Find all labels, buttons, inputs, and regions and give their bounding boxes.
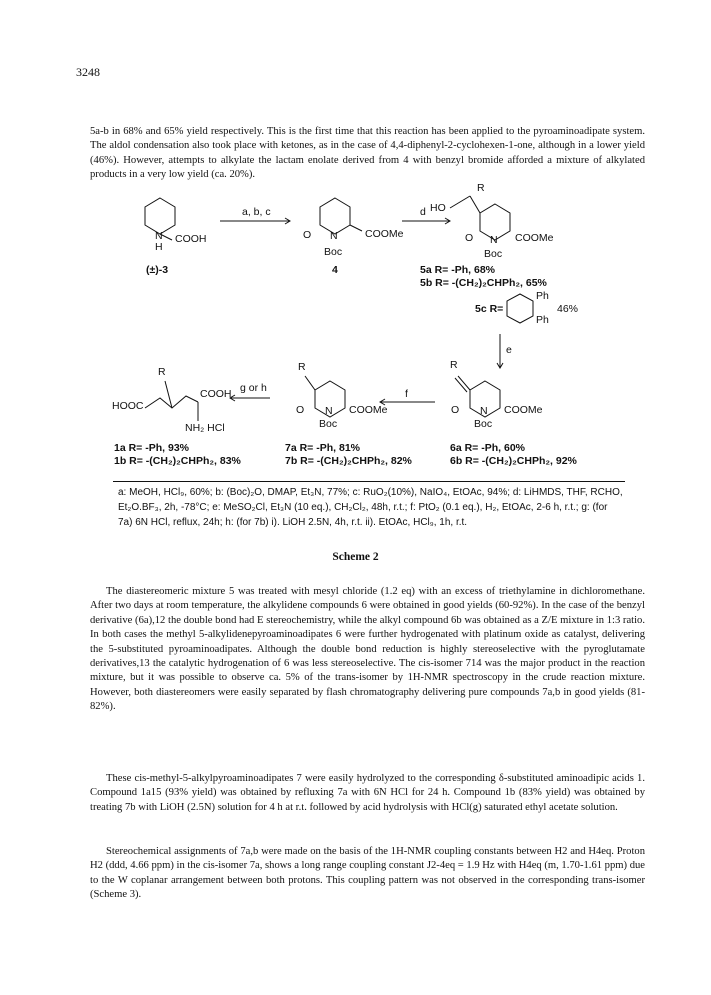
conditions-top-rule <box>113 481 625 482</box>
paragraph-2: The diastereomeric mixture 5 was treated with mesyl chloride (1.2 eq) with an excess of triethylamine in dichloromethane. After two days at room temperature, the alkylidene compounds 6 were obtained in good yields (60-92%). In the case of the benzyl derivative (6a),12 the double bond had E stereochemistry, while the alkyl compound 6b was obtained as a Z/E mixture in 1:3 ratio. In both cases the methyl 5-alkylidenepyroaminoadipates 6 were further hydrogenated with platinum oxide as catalyst, delivering the 5-substituted pyroaminoadipates. Although the double bond reduction is highly stereoselective with the pyroglutamate derivatives,13 the catalytic hydrogenation of 6 was less stereoselective. The cis-isomer 714 was the major product in the reaction mixture, but it was possible to observe ca. 5% of the trans-isomer by 1H-NMR spectroscopy in the crude reaction mixture. However, both diastereomers were easily separated by flash chromatography delivering pure compounds 7a,b in good yields (81-82%). <box>90 586 645 713</box>
atom-o-4: O <box>303 229 312 241</box>
bond-7-r <box>305 376 315 390</box>
atom-hooc-1: HOOC <box>112 400 144 412</box>
compound-6b-label: 6b R= -(CH₂)₂CHPh₂, 92% <box>450 455 577 467</box>
atom-boc-7: Boc <box>319 418 338 430</box>
page-number: 3248 <box>76 65 100 79</box>
atom-n-5: N <box>490 234 498 246</box>
ring-3 <box>145 198 175 234</box>
atom-ph-5c-a: Ph <box>536 290 549 302</box>
atom-ho-5: HO <box>430 202 446 214</box>
atom-r-1: R <box>158 366 166 378</box>
compound-5c-label: 5c R= <box>475 303 504 315</box>
compound-5c-yield: 46% <box>557 303 579 315</box>
compound-6a-label: 6a R= -Ph, 60% <box>450 442 525 454</box>
atom-nh-3: N <box>155 230 163 242</box>
atom-n-6: N <box>480 405 488 417</box>
compound-4-label: 4 <box>332 264 338 276</box>
atom-r-7: R <box>298 361 306 373</box>
atom-coome-7: COOMe <box>349 404 388 416</box>
atom-o-7: O <box>296 404 305 416</box>
atom-nh2hcl-1: NH₂ HCl <box>185 422 225 434</box>
atom-boc-4: Boc <box>324 246 343 258</box>
arrow-label-d: d <box>420 206 426 218</box>
atom-o-6: O <box>451 404 460 416</box>
compound-3-label: (±)-3 <box>146 264 169 276</box>
arrow-label-e: e <box>506 344 512 356</box>
ring-5c <box>507 294 533 323</box>
paragraph-3: These cis-methyl-5-alkylpyroaminoadipates 7 were easily hydrolyzed to the corresponding δ-substituted aminoadipic acids 1. Compound 1a15 (93% yield) was obtained by refluxing 7a with 6N HCl for 24 h. Compound 1b (83% yield) was obtained by treating 7b with LiOH (2.5N) solution for 4 h at r.t. followed by acid hydrolysis with HCl(g) saturated ethyl acetate solution. <box>90 773 645 813</box>
atom-cooh-1: COOH <box>200 388 232 400</box>
atom-coome-4: COOMe <box>365 228 404 240</box>
compound-1a-label: 1a R= -Ph, 93% <box>114 442 189 454</box>
reaction-scheme <box>90 182 650 486</box>
compound-5b-label: 5b R= -(CH₂)₂CHPh₂, 65% <box>420 277 547 289</box>
atom-n-4: N <box>330 230 338 242</box>
arrow-label-gh: g or h <box>240 382 267 394</box>
atom-boc-6: Boc <box>474 418 493 430</box>
bond-1-r <box>165 381 172 408</box>
compound-7a-label: 7a R= -Ph, 81% <box>285 442 360 454</box>
bond-5-oh <box>450 196 470 208</box>
atom-r-5: R <box>477 182 485 194</box>
atom-o-5: O <box>465 232 474 244</box>
atom-n-7: N <box>325 405 333 417</box>
atom-boc-5: Boc <box>484 248 503 260</box>
ring-4 <box>320 198 350 234</box>
atom-coome-5: COOMe <box>515 232 554 244</box>
compound-5a-label: 5a R= -Ph, 68% <box>420 264 495 276</box>
compound-1b-label: 1b R= -(CH₂)₂CHPh₂, 83% <box>114 455 241 467</box>
atom-cooh-3: COOH <box>175 233 207 245</box>
atom-ph-5c-b: Ph <box>536 314 549 326</box>
scheme-title: Scheme 2 <box>332 551 379 563</box>
arrow-label-f: f <box>405 388 408 400</box>
compound-7b-label: 7b R= -(CH₂)₂CHPh₂, 82% <box>285 455 412 467</box>
arrow-label-abc: a, b, c <box>242 206 271 218</box>
paragraph-4: Stereochemical assignments of 7a,b were made on the basis of the 1H-NMR coupling constants between H2 and H4eq. Proton H2 (ddd, 4.66 ppm) in the cis-isomer 7a, shows a long range coupling constant J2-4eq = 1.9 Hz with H4eq (m, 1.70-1.61 ppm) due to the W coplanar arrangement between both protons. This coupling pattern was not observed in the corresponding trans-isomer (Scheme 3). <box>90 846 645 901</box>
intro-paragraph: 5a-b in 68% and 65% yield respectively. This is the first time that this reaction has been applied to the pyroaminoadipate system. The aldol condensation also took place with ketones, as in the case of 4,4-diphenyl-2-cyclohexen-1-one, although in a lower yield (46%). However, attempts to alkylate the lactam enolate derived from 4 with benzyl bromide afforded a mixture of alkylated products in a very low yield (ca. 20%). <box>90 126 645 181</box>
atom-h-3: H <box>155 241 163 253</box>
atom-coome-6: COOMe <box>504 404 543 416</box>
bond-5-side <box>470 196 480 213</box>
bond-4-cooMe <box>350 225 362 231</box>
atom-r-6: R <box>450 359 458 371</box>
reaction-conditions: a: MeOH, HCl₉, 60%; b: (Boc)₂O, DMAP, Et₃N, 77%; c: RuO₂(10%), NaIO₄, EtOAc, 94%; d: LiHMDS, THF, RCHO, Et₂O.BF₃, 2h, -78°C; e: MeSO₂Cl, Et₃N (10 eq.), CH₂Cl₂, 48h, r.t.; f: PtO₂ (0.1 eq.), H₂, EtOAc, 2-6 h, r.t.; g: (for 7a) 6N HCl, reflux, 24h; h: (for 7b) i). LiOH 2.5N, 4h, r.t. ii). EtOAc, HCl₉, 1h, r.t. <box>118 487 623 528</box>
